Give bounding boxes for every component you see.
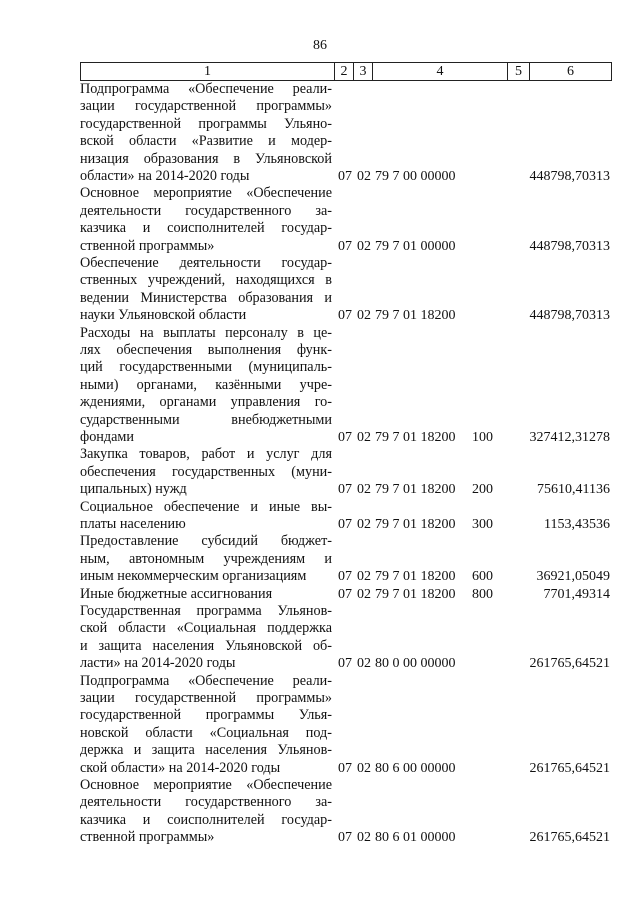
cell-c5: 100 [472,429,493,445]
cell-c3: 02 [357,516,371,532]
cell-c4: 79 7 01 18200 [375,516,456,532]
cell-c4: 79 7 00 00000 [375,169,456,184]
cell-c6: 448798,70313 [529,238,610,254]
description-line: Социальное обеспечение и иные вы- [80,498,332,515]
description-line: фондами [80,429,134,446]
description-line: государственной программы Ульяно- [80,115,332,132]
description-line: платы населению [80,516,186,532]
row-description [80,81,332,185]
description-line: ственной программы» [80,829,215,846]
cell-c4: 80 6 01 00000 [375,830,456,846]
cell-c6: 261765,64521 [529,760,610,776]
description-line: Подпрограмма «Обеспечение реали- [80,81,332,97]
description-line: Основное мероприятие «Обеспечение [80,185,332,202]
cell-c2: 07 [338,308,352,324]
cell-c2: 07 [338,586,352,602]
cell-c5: 600 [472,569,493,585]
description-line: держка и защита населения Ульянов- [80,742,332,759]
cell-c6: 1153,43536 [544,516,610,532]
description-line: новской области «Социальная под- [80,724,332,741]
description-line: ций государственными (муниципаль- [80,359,332,376]
cell-c6: 327412,31278 [529,429,610,445]
description-line: и защита населения Ульяновской об- [80,637,332,654]
page-number: 86 [313,38,327,53]
row-description [80,673,332,777]
description-line: Предоставление субсидий бюджет- [80,533,332,550]
description-line: сударственными внебюджетными [80,411,332,428]
description-line: низация образования в Ульяновской [80,150,332,167]
description-line: ской области «Социальная поддержка [80,620,332,637]
cell-c6: 7701,49314 [543,586,610,602]
cell-c3: 02 [357,569,371,585]
cell-c2: 07 [338,169,352,184]
cell-c4: 79 7 01 18200 [375,308,456,324]
description-line: области» на 2014-2020 годы [80,168,250,185]
cell-c6: 448798,70313 [529,169,610,184]
cell-c2: 07 [338,482,352,498]
row-description [80,499,332,534]
row-description [80,446,332,498]
cell-c6: 448798,70313 [529,308,610,324]
description-line: Подпрограмма «Обеспечение реали- [80,672,332,689]
description-line: ным, автономным учреждениям и [80,550,332,567]
description-line: Обеспечение деятельности государ- [80,255,332,271]
description-line: зации государственной программы» [80,98,332,115]
description-line: ственных учреждений, находящихся в [80,272,332,289]
cell-c5: 800 [472,586,493,602]
row-description [80,603,332,673]
description-line: обеспечения государственных (муни- [80,463,332,480]
cell-c3: 02 [357,238,371,254]
cell-c3: 02 [357,830,371,846]
header-col-5: 5 [508,63,530,81]
description-line: Основное мероприятие «Обеспечение [80,777,332,793]
row-description [80,325,332,447]
row-description [80,533,332,585]
cell-c2: 07 [338,569,352,585]
cell-c3: 02 [357,308,371,324]
row-description [80,777,332,847]
table-header [80,62,612,81]
description-line: ской области» на 2014-2020 годы [80,759,281,776]
description-line: Государственная программа Ульянов- [80,603,332,619]
cell-c3: 02 [357,760,371,776]
description-line: лях обеспечения выполнения функ- [80,342,332,358]
header-col-1: 1 [81,63,335,81]
cell-c6: 261765,64521 [529,656,610,672]
description-line: Иные бюджетные ассигнования [80,585,273,602]
description-line: казчика и соисполнителей государ- [80,811,332,828]
cell-c3: 02 [357,586,371,602]
description-line: Расходы на выплаты персоналу в це- [80,324,332,341]
cell-c2: 07 [338,429,352,445]
description-line: ведении Министерства образования и [80,289,332,306]
description-line: казчика и соисполнителей государ- [80,220,332,237]
cell-c4: 80 0 00 00000 [375,656,456,672]
cell-c2: 07 [338,516,352,532]
cell-c2: 07 [338,760,352,776]
cell-c6: 75610,41136 [537,482,610,498]
cell-c4: 79 7 01 18200 [375,482,456,498]
header-col-3: 3 [354,63,373,81]
description-line: иным некоммерческим организациям [80,568,307,585]
row-description [80,185,332,255]
description-line: ждениями, органами управления го- [80,394,332,411]
cell-c4: 79 7 01 18200 [375,569,456,585]
row-description [80,255,332,325]
description-line: ласти» на 2014-2020 годы [80,655,236,672]
cell-c4: 80 6 00 00000 [375,760,456,776]
cell-c5: 200 [472,482,493,498]
cell-c2: 07 [338,830,352,846]
description-line: Закупка товаров, работ и услуг для [80,446,332,463]
description-line: деятельности государственного за- [80,202,332,219]
cell-c2: 07 [338,238,352,254]
row-description [80,586,332,603]
cell-c4: 79 7 01 18200 [375,429,456,445]
cell-c3: 02 [357,169,371,184]
cell-c6: 261765,64521 [529,830,610,846]
header-col-2: 2 [335,63,354,81]
description-line: деятельности государственного за- [80,794,332,811]
description-line: зации государственной программы» [80,690,332,706]
description-line: ственной программы» [80,237,215,254]
cell-c3: 02 [357,482,371,498]
cell-c6: 36921,05049 [536,569,610,585]
description-line: ципальных) нужд [80,481,187,498]
description-line: науки Ульяновской области [80,307,247,324]
cell-c4: 79 7 01 18200 [375,586,456,602]
cell-c5: 300 [472,516,493,532]
cell-c3: 02 [357,656,371,672]
cell-c4: 79 7 01 00000 [375,238,456,254]
cell-c2: 07 [338,656,352,672]
header-col-6: 6 [530,63,612,81]
description-line: государственной программы Улья- [80,707,332,724]
cell-c3: 02 [357,429,371,445]
description-line: ными) органами, казёнными учре- [80,376,332,393]
header-col-4: 4 [373,63,508,81]
description-line: вской области «Развитие и модер- [80,133,332,150]
